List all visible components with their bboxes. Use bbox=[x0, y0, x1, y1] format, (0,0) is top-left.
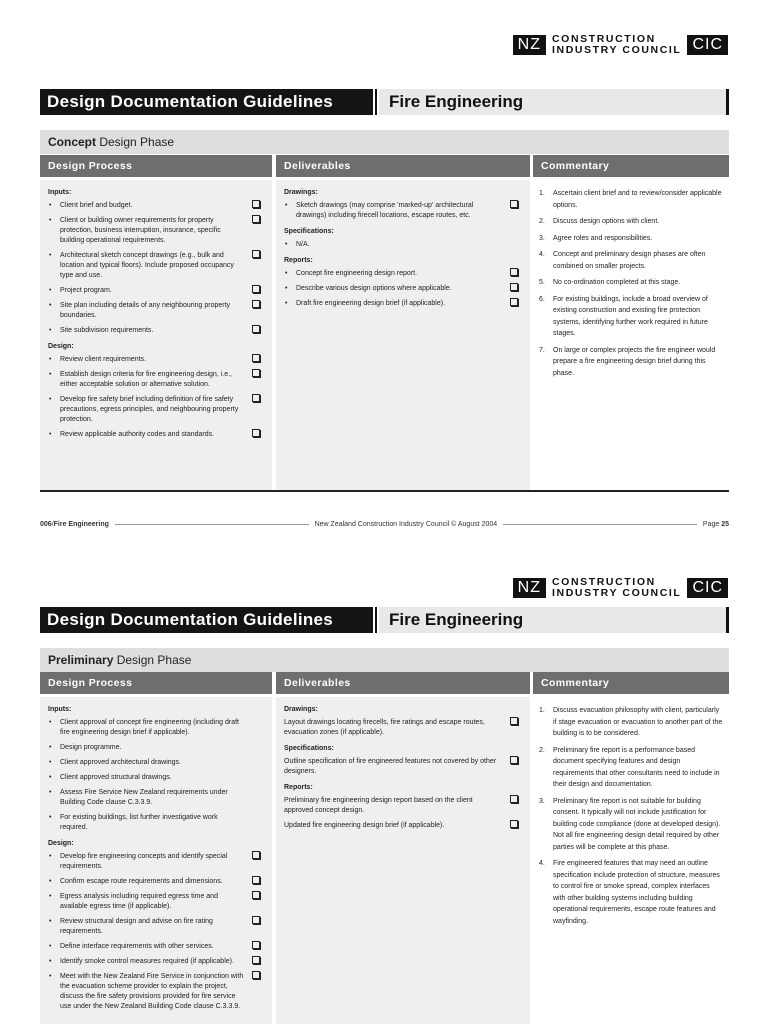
list-item bbox=[48, 942, 264, 952]
bullet-icon: • bbox=[49, 814, 52, 821]
logo-cic: CIC bbox=[687, 35, 728, 55]
item-text: Client approval of concept fire engineering (including draft fire engineering design brief if applicable). bbox=[60, 719, 239, 736]
doc-subtitle: Fire Engineering bbox=[379, 89, 729, 115]
item-number: 3. bbox=[539, 234, 545, 242]
item-number: 6. bbox=[539, 295, 545, 303]
list-item bbox=[48, 852, 264, 872]
item-text: Concept fire engineering design report. bbox=[296, 270, 418, 277]
logo-text: CONSTRUCTION INDUSTRY COUNCIL bbox=[552, 33, 682, 56]
section-label: Reports: bbox=[284, 257, 313, 264]
title-bar bbox=[40, 607, 729, 633]
item-text: Layout drawings locating firecells, fire ratings and escape routes, evacuation zones (if applicable). bbox=[284, 719, 485, 736]
item-text: Define interface requirements with other services. bbox=[60, 943, 214, 950]
bullet-icon: • bbox=[49, 759, 52, 766]
bullet-icon: • bbox=[49, 302, 52, 309]
item-text: Sketch drawings (may comprise 'marked-up' architectural drawings) including firecell locations, escape routes, etc. bbox=[296, 202, 474, 219]
list-item bbox=[48, 430, 264, 440]
section-label: Specifications: bbox=[284, 745, 334, 752]
bullet-icon: • bbox=[49, 719, 52, 726]
list-item bbox=[48, 972, 264, 1012]
list-item bbox=[48, 355, 264, 365]
commentary-column bbox=[533, 697, 729, 1024]
process-column bbox=[40, 180, 272, 490]
checkbox[interactable] bbox=[252, 285, 260, 293]
logo-nz: NZ bbox=[513, 578, 546, 598]
bullet-icon: • bbox=[49, 958, 52, 965]
column-header-deliverables: Deliverables bbox=[276, 155, 530, 177]
item-text: Site plan including details of any neighbouring property boundaries. bbox=[60, 302, 231, 319]
commentary-item bbox=[539, 277, 723, 289]
logo-nz: NZ bbox=[513, 35, 546, 55]
checkbox[interactable] bbox=[252, 200, 260, 208]
checkbox[interactable] bbox=[252, 300, 260, 308]
deliverables-column bbox=[276, 180, 530, 490]
list-item bbox=[284, 757, 522, 777]
bullet-icon: • bbox=[49, 356, 52, 363]
checkbox[interactable] bbox=[510, 717, 518, 725]
commentary-item bbox=[539, 233, 723, 245]
item-number: 1. bbox=[539, 190, 545, 197]
item-text: Discuss evacuation philosophy with client, particularly if stage evacuation or evacuation to another part of the building is to be considered. bbox=[553, 707, 723, 737]
checkbox[interactable] bbox=[252, 354, 260, 362]
list-item bbox=[284, 201, 522, 221]
list-item bbox=[48, 370, 264, 390]
commentary-item bbox=[539, 188, 723, 211]
checkbox[interactable] bbox=[252, 971, 260, 979]
column-header-deliverables: Deliverables bbox=[276, 672, 530, 694]
list-item bbox=[284, 284, 522, 294]
cic-logo bbox=[513, 34, 728, 56]
item-text: Client or building owner requirements for property protection, business interruption, insurance, specific building operational requirements. bbox=[60, 217, 221, 244]
item-text: Fire engineered features that may need an outline specification include protection of structure, measures to control fire or smoke spread, complex interfaces with other building systems including building operational requirements, escape route features and wayfinding. bbox=[553, 860, 720, 925]
item-text: Agree roles and responsibilities. bbox=[553, 234, 653, 242]
item-number: 5. bbox=[539, 279, 545, 286]
item-text: For existing buildings, include a broad overview of existing construction and existing fire protection systems, identifying further work required in future stages. bbox=[553, 295, 708, 337]
bullet-icon: • bbox=[49, 774, 52, 781]
list-item bbox=[48, 395, 264, 425]
item-text: No co-ordination completed at this stage. bbox=[553, 279, 681, 286]
list-item bbox=[48, 877, 264, 887]
page-number: Page 25 bbox=[702, 521, 730, 528]
bullet-icon: • bbox=[49, 327, 52, 334]
item-number: 2. bbox=[539, 218, 545, 225]
bullet-icon: • bbox=[49, 973, 52, 980]
logo-cic: CIC bbox=[687, 578, 728, 598]
commentary-item bbox=[539, 216, 723, 228]
bullet-icon: • bbox=[49, 943, 52, 950]
checkbox[interactable] bbox=[252, 429, 260, 437]
process-column bbox=[40, 697, 272, 1024]
item-text: Site subdivision requirements. bbox=[60, 327, 154, 334]
bullet-icon: • bbox=[49, 744, 52, 751]
item-text: Review structural design and advise on fire rating requirements. bbox=[60, 918, 213, 935]
item-text: Egress analysis including required egress time and available egress time (if applicable). bbox=[60, 893, 218, 910]
commentary-item bbox=[539, 858, 723, 927]
bullet-icon: • bbox=[49, 287, 52, 294]
item-text: Outline specification of fire engineered features not covered by other designers. bbox=[284, 758, 497, 775]
bullet-icon: • bbox=[285, 300, 288, 307]
item-text: Preliminary fire report is a performance based document specifying features and design requirements that other consultants need to include in their design and documentation. bbox=[553, 746, 720, 788]
item-text: Develop fire engineering concepts and identify special requirements. bbox=[60, 853, 228, 870]
item-number: 4. bbox=[539, 251, 545, 258]
item-text: Discuss design options with client. bbox=[553, 218, 660, 225]
checkbox[interactable] bbox=[510, 200, 518, 208]
bullet-icon: • bbox=[49, 371, 52, 378]
list-item bbox=[284, 821, 522, 831]
checkbox[interactable] bbox=[252, 956, 260, 964]
section-label: Inputs: bbox=[48, 189, 72, 196]
item-text: Ascertain client brief and to review/consider applicable options. bbox=[553, 190, 722, 209]
item-number: 2. bbox=[539, 746, 545, 754]
bullet-icon: • bbox=[49, 853, 52, 860]
bullet-icon: • bbox=[49, 918, 52, 925]
list-item bbox=[284, 299, 522, 309]
list-item bbox=[48, 743, 264, 753]
commentary-item bbox=[539, 745, 723, 791]
section-label: Design: bbox=[48, 840, 74, 847]
item-text: Client brief and budget. bbox=[60, 202, 133, 209]
checkbox[interactable] bbox=[252, 941, 260, 949]
item-text: Architectural sketch concept drawings (e.g., bulk and location and typical floors). Include proposed occupancy type and use. bbox=[60, 252, 234, 279]
title-bar bbox=[40, 89, 729, 115]
bullet-icon: • bbox=[49, 789, 52, 796]
commentary-item bbox=[539, 294, 723, 340]
list-item bbox=[48, 788, 264, 808]
section-label: Design: bbox=[48, 343, 74, 350]
item-text: Review applicable authority codes and standards. bbox=[60, 431, 215, 438]
bullet-icon: • bbox=[49, 893, 52, 900]
phase-bar: Preliminary Design Phase bbox=[40, 648, 729, 672]
item-text: Review client requirements. bbox=[60, 356, 146, 363]
checkbox[interactable] bbox=[252, 250, 260, 258]
bullet-icon: • bbox=[49, 202, 52, 209]
item-text: Meet with the New Zealand Fire Service in conjunction with the evacuation scheme provider to explain the project, discuss the fire safety provisions provided for fire service use under the New Zealand Building Code clause C.3.3.9. bbox=[60, 973, 244, 1010]
item-number: 3. bbox=[539, 797, 545, 805]
column-header-process: Design Process bbox=[40, 672, 272, 694]
list-item bbox=[284, 269, 522, 279]
item-text: Identify smoke control measures required (if applicable). bbox=[60, 958, 234, 965]
item-text: Client approved structural drawings. bbox=[60, 774, 172, 781]
checkbox[interactable] bbox=[252, 891, 260, 899]
list-item bbox=[48, 813, 264, 833]
list-item bbox=[48, 773, 264, 783]
item-text: Draft fire engineering design brief (if applicable). bbox=[296, 300, 446, 307]
section-label: Inputs: bbox=[48, 706, 72, 713]
doc-subtitle: Fire Engineering bbox=[379, 607, 729, 633]
item-text: Updated fire engineering design brief (if applicable). bbox=[284, 822, 445, 829]
divider bbox=[40, 490, 729, 492]
commentary-item bbox=[539, 249, 723, 272]
list-item bbox=[48, 301, 264, 321]
checkbox[interactable] bbox=[510, 298, 518, 306]
checkbox[interactable] bbox=[252, 916, 260, 924]
column-header-process: Design Process bbox=[40, 155, 272, 177]
item-text: On large or complex projects the fire engineer would prepare a fire engineering design brief during this phase. bbox=[553, 346, 716, 377]
item-number: 4. bbox=[539, 860, 545, 867]
section-label: Reports: bbox=[284, 784, 313, 791]
column-header-commentary: Commentary bbox=[533, 155, 729, 177]
bullet-icon: • bbox=[49, 396, 52, 403]
list-item bbox=[48, 286, 264, 296]
item-text: Confirm escape route requirements and dimensions. bbox=[60, 878, 223, 885]
bullet-icon: • bbox=[49, 878, 52, 885]
doc-title: Design Documentation Guidelines bbox=[40, 607, 373, 633]
bullet-icon: • bbox=[285, 241, 288, 248]
section-label: Specifications: bbox=[284, 228, 334, 235]
item-text: N/A. bbox=[296, 241, 310, 248]
commentary-item bbox=[539, 345, 723, 380]
list-item bbox=[48, 917, 264, 937]
item-text: For existing buildings, list further investigative work required. bbox=[60, 814, 218, 831]
item-text: Project program. bbox=[60, 287, 112, 294]
logo-text: CONSTRUCTION INDUSTRY COUNCIL bbox=[552, 576, 682, 599]
list-item bbox=[48, 758, 264, 768]
doc-title: Design Documentation Guidelines bbox=[40, 89, 373, 115]
cic-logo bbox=[513, 577, 728, 599]
checkbox[interactable] bbox=[510, 283, 518, 291]
item-text: Client approved architectural drawings. bbox=[60, 759, 182, 766]
checkbox[interactable] bbox=[252, 394, 260, 402]
bullet-icon: • bbox=[285, 270, 288, 277]
checkbox[interactable] bbox=[252, 369, 260, 377]
item-text: Assess Fire Service New Zealand requirements under Building Code clause C.3.3.9. bbox=[60, 789, 228, 806]
list-item bbox=[48, 216, 264, 246]
list-item bbox=[48, 326, 264, 336]
bullet-icon: • bbox=[49, 217, 52, 224]
list-item bbox=[284, 796, 522, 816]
item-text: Establish design criteria for fire engineering design, i.e., either acceptable solution or alternative solution. bbox=[60, 371, 232, 388]
list-item bbox=[48, 892, 264, 912]
commentary-column bbox=[533, 180, 729, 490]
bullet-icon: • bbox=[49, 431, 52, 438]
footer-copyright: New Zealand Construction Industry Council © August 2004 bbox=[314, 521, 498, 528]
checkbox[interactable] bbox=[510, 268, 518, 276]
commentary-item bbox=[539, 705, 723, 740]
item-text: Design programme. bbox=[60, 744, 122, 751]
item-text: Preliminary fire report is not suitable for building consent. It typically will not include justification for building code compliance (done at developed design). Not all fire engineering design detail required by other parties will be complete at this phase. bbox=[553, 797, 721, 851]
list-item bbox=[48, 251, 264, 281]
bullet-icon: • bbox=[49, 252, 52, 259]
phase-bar: Concept Design Phase bbox=[40, 130, 729, 154]
list-item bbox=[48, 201, 264, 211]
section-label: Drawings: bbox=[284, 706, 318, 713]
section-label: Drawings: bbox=[284, 189, 318, 196]
item-text: Concept and preliminary design phases are often combined on smaller projects. bbox=[553, 251, 706, 270]
bullet-icon: • bbox=[285, 285, 288, 292]
page-footer: 006/Fire Engineering New Zealand Construction Industry Council © August 2004 Page 25 bbox=[40, 521, 730, 528]
checkbox[interactable] bbox=[252, 215, 260, 223]
page-preliminary bbox=[0, 548, 768, 1024]
checkbox[interactable] bbox=[510, 820, 518, 828]
item-number: 7. bbox=[539, 346, 545, 354]
checkbox[interactable] bbox=[252, 876, 260, 884]
commentary-item bbox=[539, 796, 723, 854]
list-item bbox=[284, 718, 522, 738]
deliverables-column bbox=[276, 697, 530, 1024]
list-item bbox=[48, 957, 264, 967]
checkbox[interactable] bbox=[510, 795, 518, 803]
column-header-commentary: Commentary bbox=[533, 672, 729, 694]
bullet-icon: • bbox=[285, 202, 288, 209]
list-item bbox=[284, 240, 522, 250]
item-text: Preliminary fire engineering design report based on the client approved concept design. bbox=[284, 797, 473, 814]
item-text: Describe various design options where applicable. bbox=[296, 285, 452, 292]
list-item bbox=[48, 718, 264, 738]
checkbox[interactable] bbox=[252, 851, 260, 859]
checkbox[interactable] bbox=[510, 756, 518, 764]
checkbox[interactable] bbox=[252, 325, 260, 333]
item-number: 1. bbox=[539, 707, 545, 714]
item-text: Develop fire safety brief including definition of fire safety precautions, egress principles, and neighbouring property protection. bbox=[60, 396, 239, 423]
